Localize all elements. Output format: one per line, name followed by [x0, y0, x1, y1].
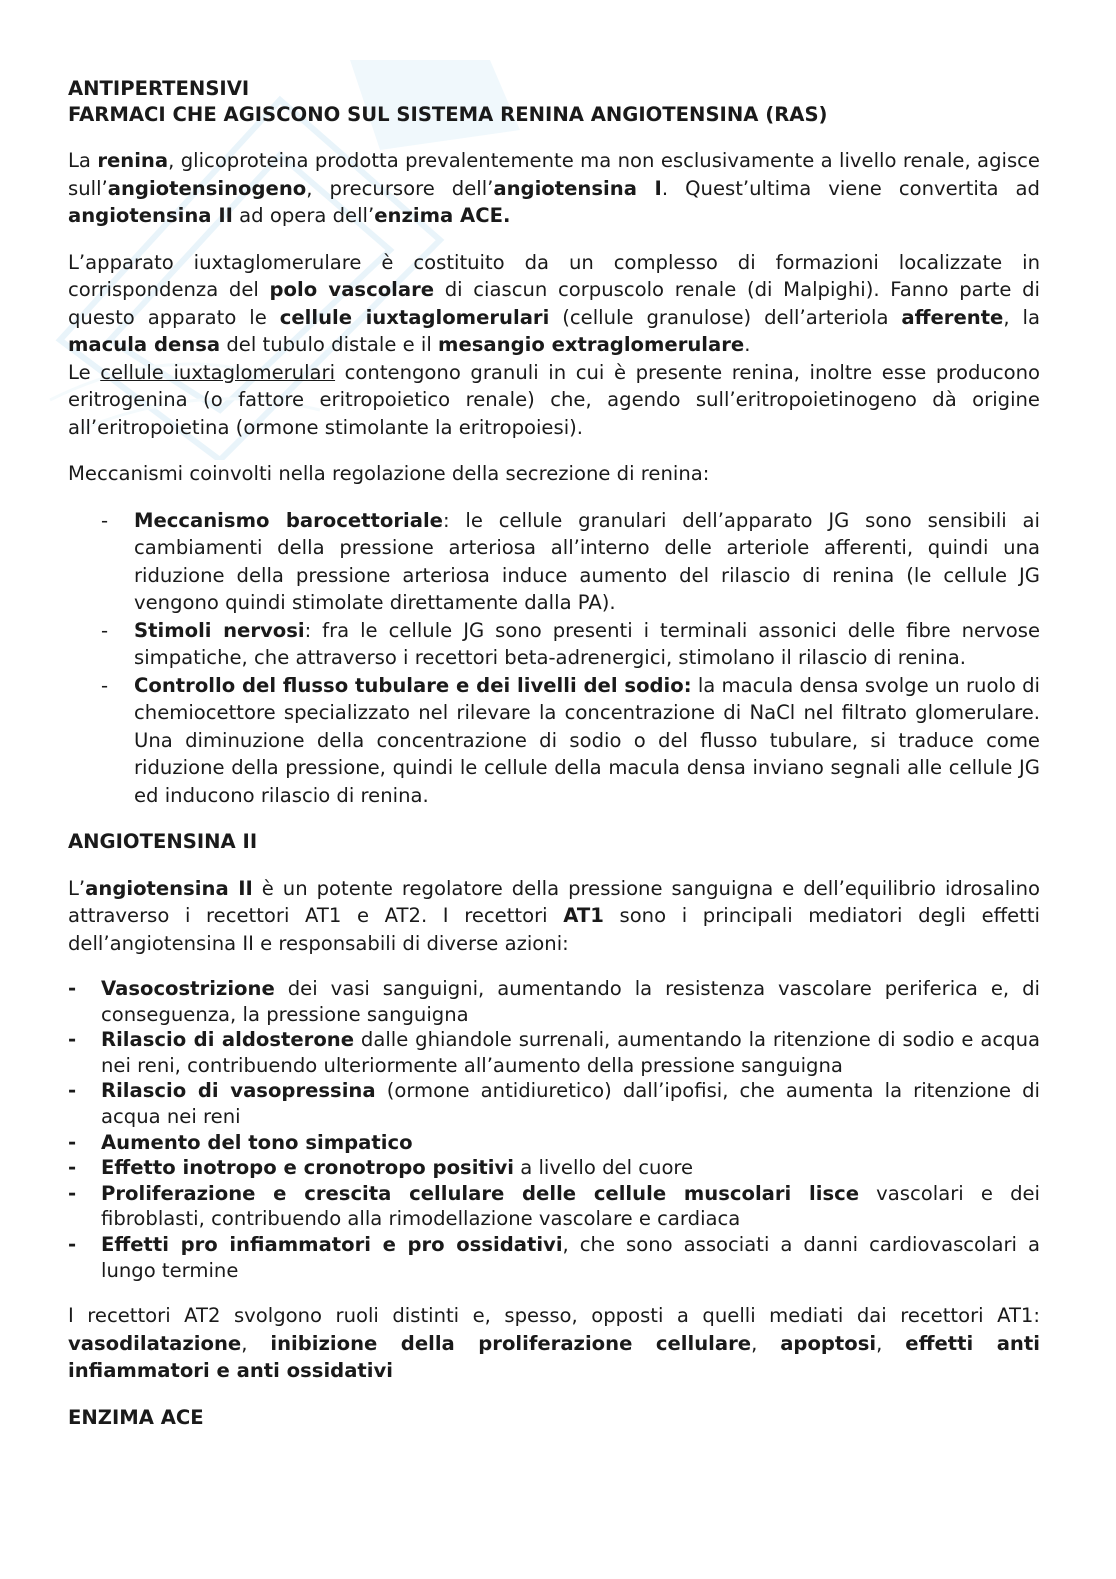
paragraph-renina: La renina, glicoproteina prodotta prevalentemente ma non esclusivamente a livello renale, agisce sull’angiotensinogeno, precursore dell’angiotensina I. Quest’ultima viene convertita ad angiotensina II ad opera dell’enzima ACE.	[68, 149, 1040, 227]
title-line-2: FARMACI CHE AGISCONO SUL SISTEMA RENINA ANGIOTENSINA (RAS)	[68, 103, 828, 126]
list-item: - Effetti pro infiammatori e pro ossidativi, che sono associati a danni cardiovascolari a lungo termine	[101, 1232, 1040, 1283]
list-item: - Controllo del flusso tubulare e dei livelli del sodio: la macula densa svolge un ruolo di chemiocettore specializzato nel rilevare la concentrazione di NaCl nel filtrato glomerulare. Una diminuzione della concentrazione di sodio o del flusso tubulare, si traduce come riduzione della pressione, quindi le cellule della macula densa inviano segnali alle cellule JG ed inducono rilascio di renina.	[134, 672, 1040, 810]
list-item: - Vasocostrizione dei vasi sanguigni, aumentando la resistenza vascolare periferica e, di conseguenza, la pressione sanguigna	[101, 976, 1040, 1027]
list-item: - Stimoli nervosi: fra le cellule JG sono presenti i terminali assonici delle fibre nervose simpatiche, che attraverso i recettori beta-adrenergici, stimolano il rilascio di renina.	[134, 617, 1040, 672]
list-item: - Proliferazione e crescita cellulare delle cellule muscolari lisce vascolari e dei fibroblasti, contribuendo alla rimodellazione vascolare e cardiaca	[101, 1181, 1040, 1232]
list-item: - Rilascio di aldosterone dalle ghiandole surrenali, aumentando la ritenzione di sodio e acqua nei reni, contribuendo ulteriormente all’aumento della pressione sanguigna	[101, 1027, 1040, 1078]
mechanisms-list	[68, 507, 1040, 810]
list-item: - Effetto inotropo e cronotropo positivi a livello del cuore	[101, 1155, 1040, 1181]
heading-enzima-ace: ENZIMA ACE	[68, 1405, 204, 1429]
heading-angiotensina: ANGIOTENSINA II	[68, 830, 258, 853]
list-item: - Rilascio di vasopressina (ormone antidiuretico) dall’ipofisi, che aumenta la ritenzione di acqua nei reni	[101, 1078, 1040, 1129]
list-item: - Meccanismo barocettoriale: le cellule granulari dell’apparato JG sono sensibili ai cambiamenti della pressione arteriosa all’interno delle arteriole afferenti, quindi una riduzione della pressione arteriosa induce aumento del rilascio di renina (le cellule JG vengono quindi stimolate direttamente dalla PA).	[134, 507, 1040, 617]
actions-list	[68, 976, 1040, 1283]
paragraph-cellule: Le cellule iuxtaglomerulari contengono granuli in cui è presente renina, inoltre esse producono eritrogenina (o fattore eritropoietico renale) che, agendo sull’eritropoietinogeno dà origine all’eritropoietina (ormone stimolante la eritropoiesi).	[68, 360, 1040, 439]
paragraph-meccanismi: Meccanismi coinvolti nella regolazione della secrezione di renina:	[68, 462, 710, 485]
paragraph-apparato: L’apparato iuxtaglomerulare è costituito da un complesso di formazioni localizzate in corrispondenza del polo vascolare di ciascun corpuscolo renale (di Malpighi). Fanno parte di questo apparato le cellule iuxtaglomerulari (cellule granulose) dell’arteriola afferente, la macula densa del tubulo distale e il mesangio extraglomerulare.	[68, 250, 1040, 356]
title-line-1: ANTIPERTENSIVI	[68, 77, 250, 100]
paragraph-at2: I recettori AT2 svolgono ruoli distinti e, spesso, opposti a quelli mediati dai recettori AT1: vasodilatazione, inibizione della proliferazione cellulare, apoptosi, effetti anti infiammatori e anti ossidativi	[68, 1304, 1040, 1383]
list-item: - Aumento del tono simpatico	[101, 1130, 1040, 1156]
paragraph-angiotensina: L’angiotensina II è un potente regolatore della pressione sanguigna e dell’equilibrio idrosalino attraverso i recettori AT1 e AT2. I recettori AT1 sono i principali mediatori degli effetti dell’angiotensina II e responsabili di diverse azioni:	[68, 876, 1040, 955]
document-page	[68, 76, 1040, 1450]
